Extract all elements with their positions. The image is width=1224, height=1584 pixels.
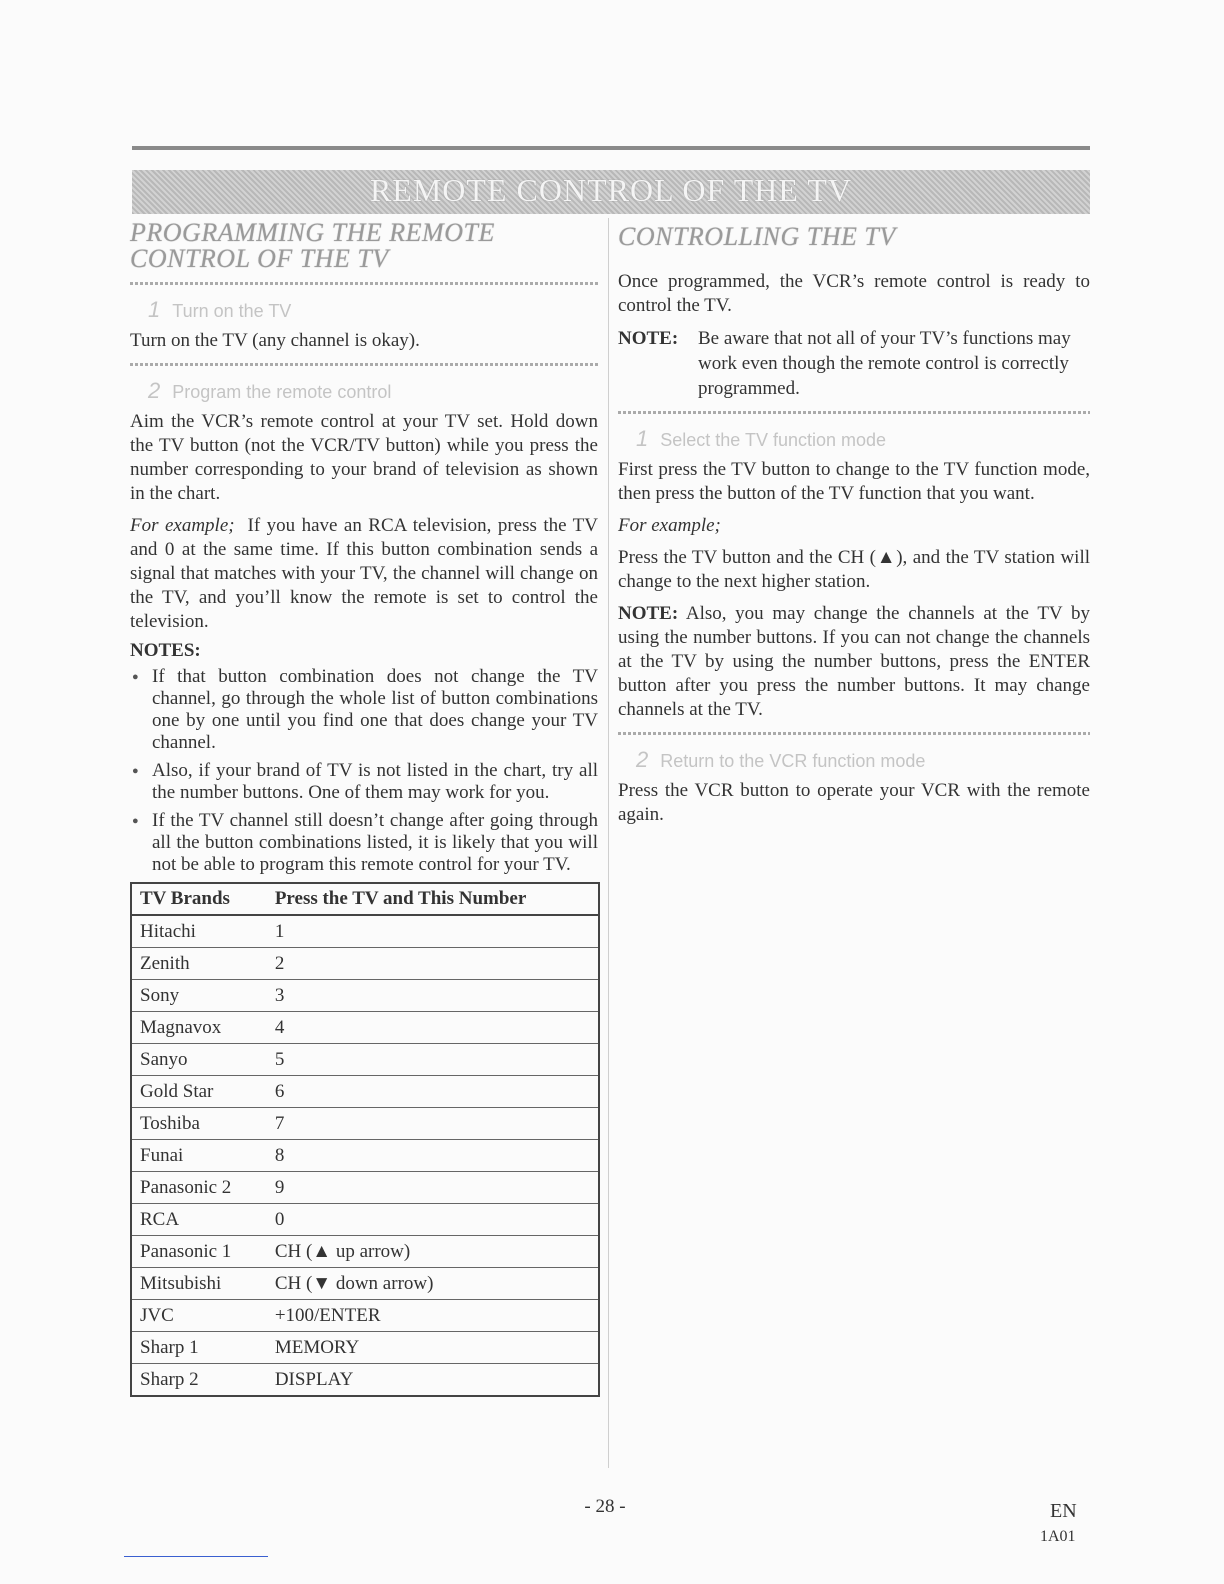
table-row: Magnavox 4 xyxy=(131,1012,599,1044)
example-paragraph: For example; If you have an RCA television, press the TV and 0 at the same time. If this button combination sends a signal that matches with your TV, the channel will change on the TV, and you’ll know the remote is set to control the television. xyxy=(130,515,599,632)
table-row: Sanyo 5 xyxy=(131,1044,599,1076)
divider xyxy=(618,411,1090,414)
intro-text: Once programmed, the VCR’s remote control is ready to control the TV. xyxy=(618,271,1090,316)
list-item: ● If the TV channel still doesn’t change after going through all the button combinations listed, it is likely that you will not be able to program this remote control for your TV. xyxy=(130,810,598,876)
header-brand: TV Brands xyxy=(131,883,265,915)
table-row: Mitsubishi CH (▼ down arrow) xyxy=(131,1268,599,1300)
page-number: - 28 - xyxy=(584,1496,626,1517)
step-text: First press the TV button to change to the TV function mode, then press the button of the TV function that you want. xyxy=(618,459,1090,504)
example-label: For example; xyxy=(618,515,721,536)
table-row: Sharp 1 MEMORY xyxy=(131,1332,599,1364)
divider xyxy=(130,363,598,366)
step-text: Aim the VCR’s remote control at your TV set. Hold down the TV button (not the VCR/TV button) while you press the number corresponding to your brand of television as shown in the chart. xyxy=(130,411,598,504)
step-heading: 1 Turn on the TV xyxy=(148,297,292,322)
table-row: Sony 3 xyxy=(131,980,599,1012)
list-item: ● Also, if your brand of TV is not listed in the chart, try all the number buttons. One of them may work for you. xyxy=(130,760,598,804)
divider xyxy=(618,732,1090,735)
left-column xyxy=(130,214,598,1397)
document-code: 1A01 xyxy=(1040,1528,1076,1545)
table-row: Hitachi 1 xyxy=(131,915,599,948)
table-header xyxy=(131,883,599,915)
note: NOTE: Also, you may change the channels at the TV by using the number buttons. If you can not change the channels at the TV by using the number buttons, press the ENTER button after you press the number buttons. It may change channels at the TV. xyxy=(618,603,1091,720)
divider xyxy=(130,282,598,285)
step-text: Press the VCR button to operate your VCR with the remote again. xyxy=(618,780,1090,825)
note: NOTE: Be aware that not all of your TV’s functions may work even though the remote control is correctly programmed. xyxy=(618,328,1071,399)
list-item: ● If that button combination does not change the TV channel, go through the whole list of button combinations one by one until you find one that does change your TV channel. xyxy=(130,666,598,754)
table-row: Panasonic 2 9 xyxy=(131,1172,599,1204)
table-row: Toshiba 7 xyxy=(131,1108,599,1140)
section-banner xyxy=(132,170,1090,214)
table-row: Sharp 2 DISPLAY xyxy=(131,1364,599,1397)
step-heading: 1 Select the TV function mode xyxy=(636,426,887,451)
notes-list xyxy=(130,666,598,876)
header-code: Press the TV and This Number xyxy=(265,883,599,915)
table-row: RCA 0 xyxy=(131,1204,599,1236)
right-column xyxy=(618,214,1090,827)
table-row: Funai 8 xyxy=(131,1140,599,1172)
footer-line xyxy=(124,1556,268,1557)
table-row: Gold Star 6 xyxy=(131,1076,599,1108)
programming-title: PROGRAMMING THE REMOTE CONTROL OF THE TV xyxy=(130,218,495,273)
column-divider xyxy=(608,218,609,1468)
table-row: Panasonic 1 CH (▲ up arrow) xyxy=(131,1236,599,1268)
example-text: Press the TV button and the CH (▲), and the TV station will change to the next higher station. xyxy=(618,547,1090,592)
controlling-title: CONTROLLING THE TV xyxy=(618,222,896,251)
language-code: EN xyxy=(1050,1500,1077,1522)
notes-heading: NOTES: xyxy=(130,640,201,661)
step-heading: 2 Return to the VCR function mode xyxy=(636,747,926,772)
tv-brands-table xyxy=(130,882,600,1397)
step-heading: 2 Program the remote control xyxy=(148,378,392,403)
table-row: Zenith 2 xyxy=(131,948,599,980)
top-rule xyxy=(132,146,1090,150)
step-text: Turn on the TV (any channel is okay). xyxy=(130,330,420,351)
table-row: JVC +100/ENTER xyxy=(131,1300,599,1332)
banner-title: REMOTE CONTROL OF THE TV xyxy=(369,172,853,208)
